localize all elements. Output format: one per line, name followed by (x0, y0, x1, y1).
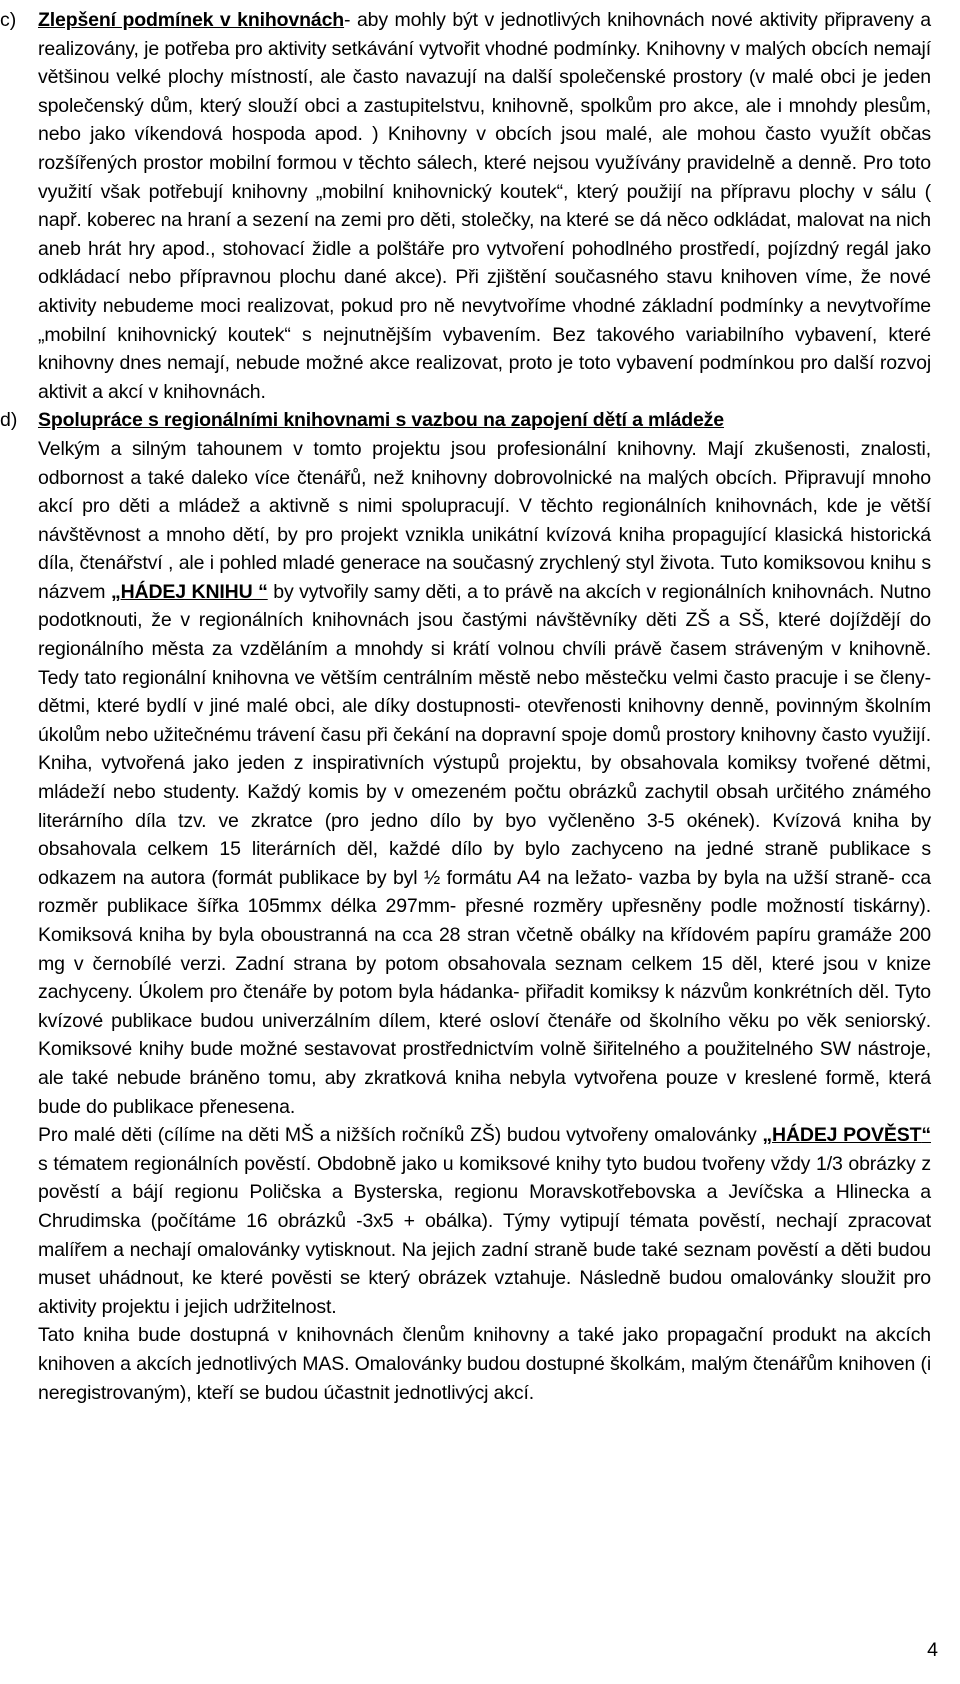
book-title-hadej-knihu: HÁDEJ KNIHU (120, 580, 253, 603)
section-d-heading: Spolupráce s regionálními knihovnami s vazbou na zapojení dětí a mládeže (38, 409, 724, 432)
section-d-paragraph-1 (38, 435, 931, 750)
section-c-body (38, 6, 931, 406)
section-c-paragraph (38, 6, 931, 406)
coloring-title-open-quote: „ (762, 1124, 773, 1147)
section-c-text: - aby mohly být v jednotlivých knihovnách nové aktivity připraveny a realizovány, je potřeba pro aktivity setkávání vytvořit vhodné podmínky. Knihovny v malých obcích nemají většinou velké plochy místností, ale často navazují na další společenské prostory (v malé obci je jeden společenský dům, který slouží obci a zastupitelstvu, knihovně, spolkům pro akce, ale i mnohdy plesům, nebo jako víkendová hospoda apod. ) Knihovny v obcích jsou malé, ale mohou často využít občas rozšířených prostor mobilní formou v těchto sálech, které nejsou využívány pravidelně a denně. Pro toto využití však potřebují knihovny „mobilní knihovnický koutek“, který použijí na přípravu plochy v sálu ( např. koberec na hraní a sezení na zemi pro děti, stolečky, na které se dá něco odkládat, malovat na nich aneb hrát hry apod., stohovací židle a polštáře pro vytvoření pohodlného prostředí, pojízdný regál jako odkládací nebo přípravnou plochu dané akce). Při zjištění současného stavu knihoven víme, že nové aktivity nebudeme moci realizovat, pokud pro ně nevytvoříme vhodné základní podmínky a nevytvoříme „mobilní knihovnický koutek“ s nejnutnějším vybavením. Bez takového variabilního vybavení, které knihovny dnes nemají, nebude možné akce realizovat, proto je toto vybavení podmínkou pro další rozvoj aktivit a akcí v knihovnách. (38, 9, 931, 403)
section-d-p3-a: Pro malé děti (cílíme na děti MŠ a nižších ročníků ZŠ) budou vytvořeny omalovánky (38, 1124, 763, 1147)
section-d-p1-b: by vytvořily samy děti, a to právě na akcích v regionálních knihovnách. Nutno podotknouti, že v regionálních knihovnách jsou častými návštěvníky děti ZŠ a SŠ, které dojíždějí do regionálního města za vzděláním a mnohdy si krátí volnou chvíli právě časem stráveným v knihovně. Tedy tato regionální knihovna ve větším centrálním městě nebo městečku velmi často pracuje i se členy- dětmi, které bydlí v jiné malé obci, ale díky dostupnosti- otevřenosti knihovny denně, povinným školním úkolům nebo užitečnému trávení času při čekání na dopravní spoje domů prostory knihovny často využijí. (38, 580, 932, 746)
section-d-p1-a: Velkým a silným tahounem v tomto projektu jsou profesionální knihovny. Mají zkušenosti, znalosti, odbornost a také daleko více čtenářů, než knihovny dobrovolnické na malých obcích. Připravují mnoho akcí pro děti a mládež a aktivně s nimi spolupracují. V těchto regionálních knihovnách, kde je větší návštěvnost a mnoho dětí, by pro projekt vznikla unikátní kvízová kniha propagující klasická historická díla, čtenářství , ale i pohled mladé generace na současný zrychlený styl života. Tuto komiksovou knihu s názvem (38, 437, 931, 603)
section-d-heading-line (38, 406, 931, 435)
coloring-title-hadej-povest: HÁDEJ POVĚST (772, 1124, 922, 1147)
book-title-close-quote: “ (252, 580, 268, 603)
section-d-paragraph-4: Tato kniha bude dostupná v knihovnách členům knihovny a také jako propagační produkt na akcích knihoven a akcích jednotlivých MAS. Omalovánky budou dostupné školkám, malým čtenářům knihoven (i neregistrovaným), kteří se budou účastnit jednotlivýcj akcí. (38, 1324, 931, 1404)
page-number: 4 (927, 1639, 938, 1661)
section-c-heading: Zlepšení podmínek v knihovnách (38, 9, 345, 31)
section-d-paragraph-2: Kniha, vytvořená jako jeden z inspirativních výstupů projektu, by obsahovala komiksy tvořené dětmi, mládeží nebo studenty. Každý komis by v omezeném počtu obrázků zachytil obsah určitého známého literárního díla tzv. ve zkratce (pro jedno dílo by byo vyčleněno 3-5 okének). Kvízová kniha by obsahovala celkem 15 literárních děl, každé dílo by bylo zachyceno na jedné straně publikace s odkazem na autora (formát publikace by byl ½ formátu A4 na ležato- vazba by byla na užší straně- cca rozměr publikace šířka 105mmx délka 297mm- přesné rozměry upřesněny podle možností tiskárny). Komiksová kniha by byla oboustranná na cca 28 stran včetně obálky na křídovém papíru gramáže 200 mg v černobílé verzi. Zadní strana by potom obsahovala seznam celkem 15 děl, které jsou v knize zachyceny. Úkolem pro čtenáře by potom byla hádanka- přiřadit komiksy k názvům konkrétních děl. Tyto kvízové publikace budou univerzálním dílem, které osloví čtenáře od školního věku po věk seniorský. Komiksové knihy bude možné sestavovat prostřednictvím volně šiřitelného a použitelného SW nástroje, ale také nebude bráněno tomu, aby zkratková kniha nebyla vytvořena pouze v kreslené formě, která bude do publikace přenesena. (38, 752, 931, 1118)
section-d-paragraph-3 (38, 1121, 931, 1321)
section-d-marker: d) (0, 409, 18, 432)
section-c-marker: c) (0, 9, 17, 31)
document-page (0, 6, 960, 1407)
coloring-title-close-quote: “ (921, 1124, 931, 1147)
section-d-p3-b: s tématem regionálních pověstí. Obdobně jako u komiksové knihy tyto budou tvořeny vždy 1/3 obrázky z pověstí a bájí regionu Poličska a Bysterska, regionu Moravskotřebovska a Jevíčska a Hlinecka a Chrudimska (počítáme 16 obrázků -3x5 + obálka). Týmy vytipují témata pověstí, nechají zpracovat malířem a nechají omalovánky vytisknout. Na jejich zadní straně bude také seznam pověstí a děti budou muset uhádnout, ke které pověsti se který obrázek vztahuje. Následně budou omalovánky sloužit pro aktivity projektu i jejich udržitelnost. (38, 1152, 931, 1318)
section-c (0, 6, 960, 406)
section-d-body (38, 406, 931, 1407)
section-d (0, 406, 960, 1407)
book-title-open-quote: „ (110, 580, 121, 603)
